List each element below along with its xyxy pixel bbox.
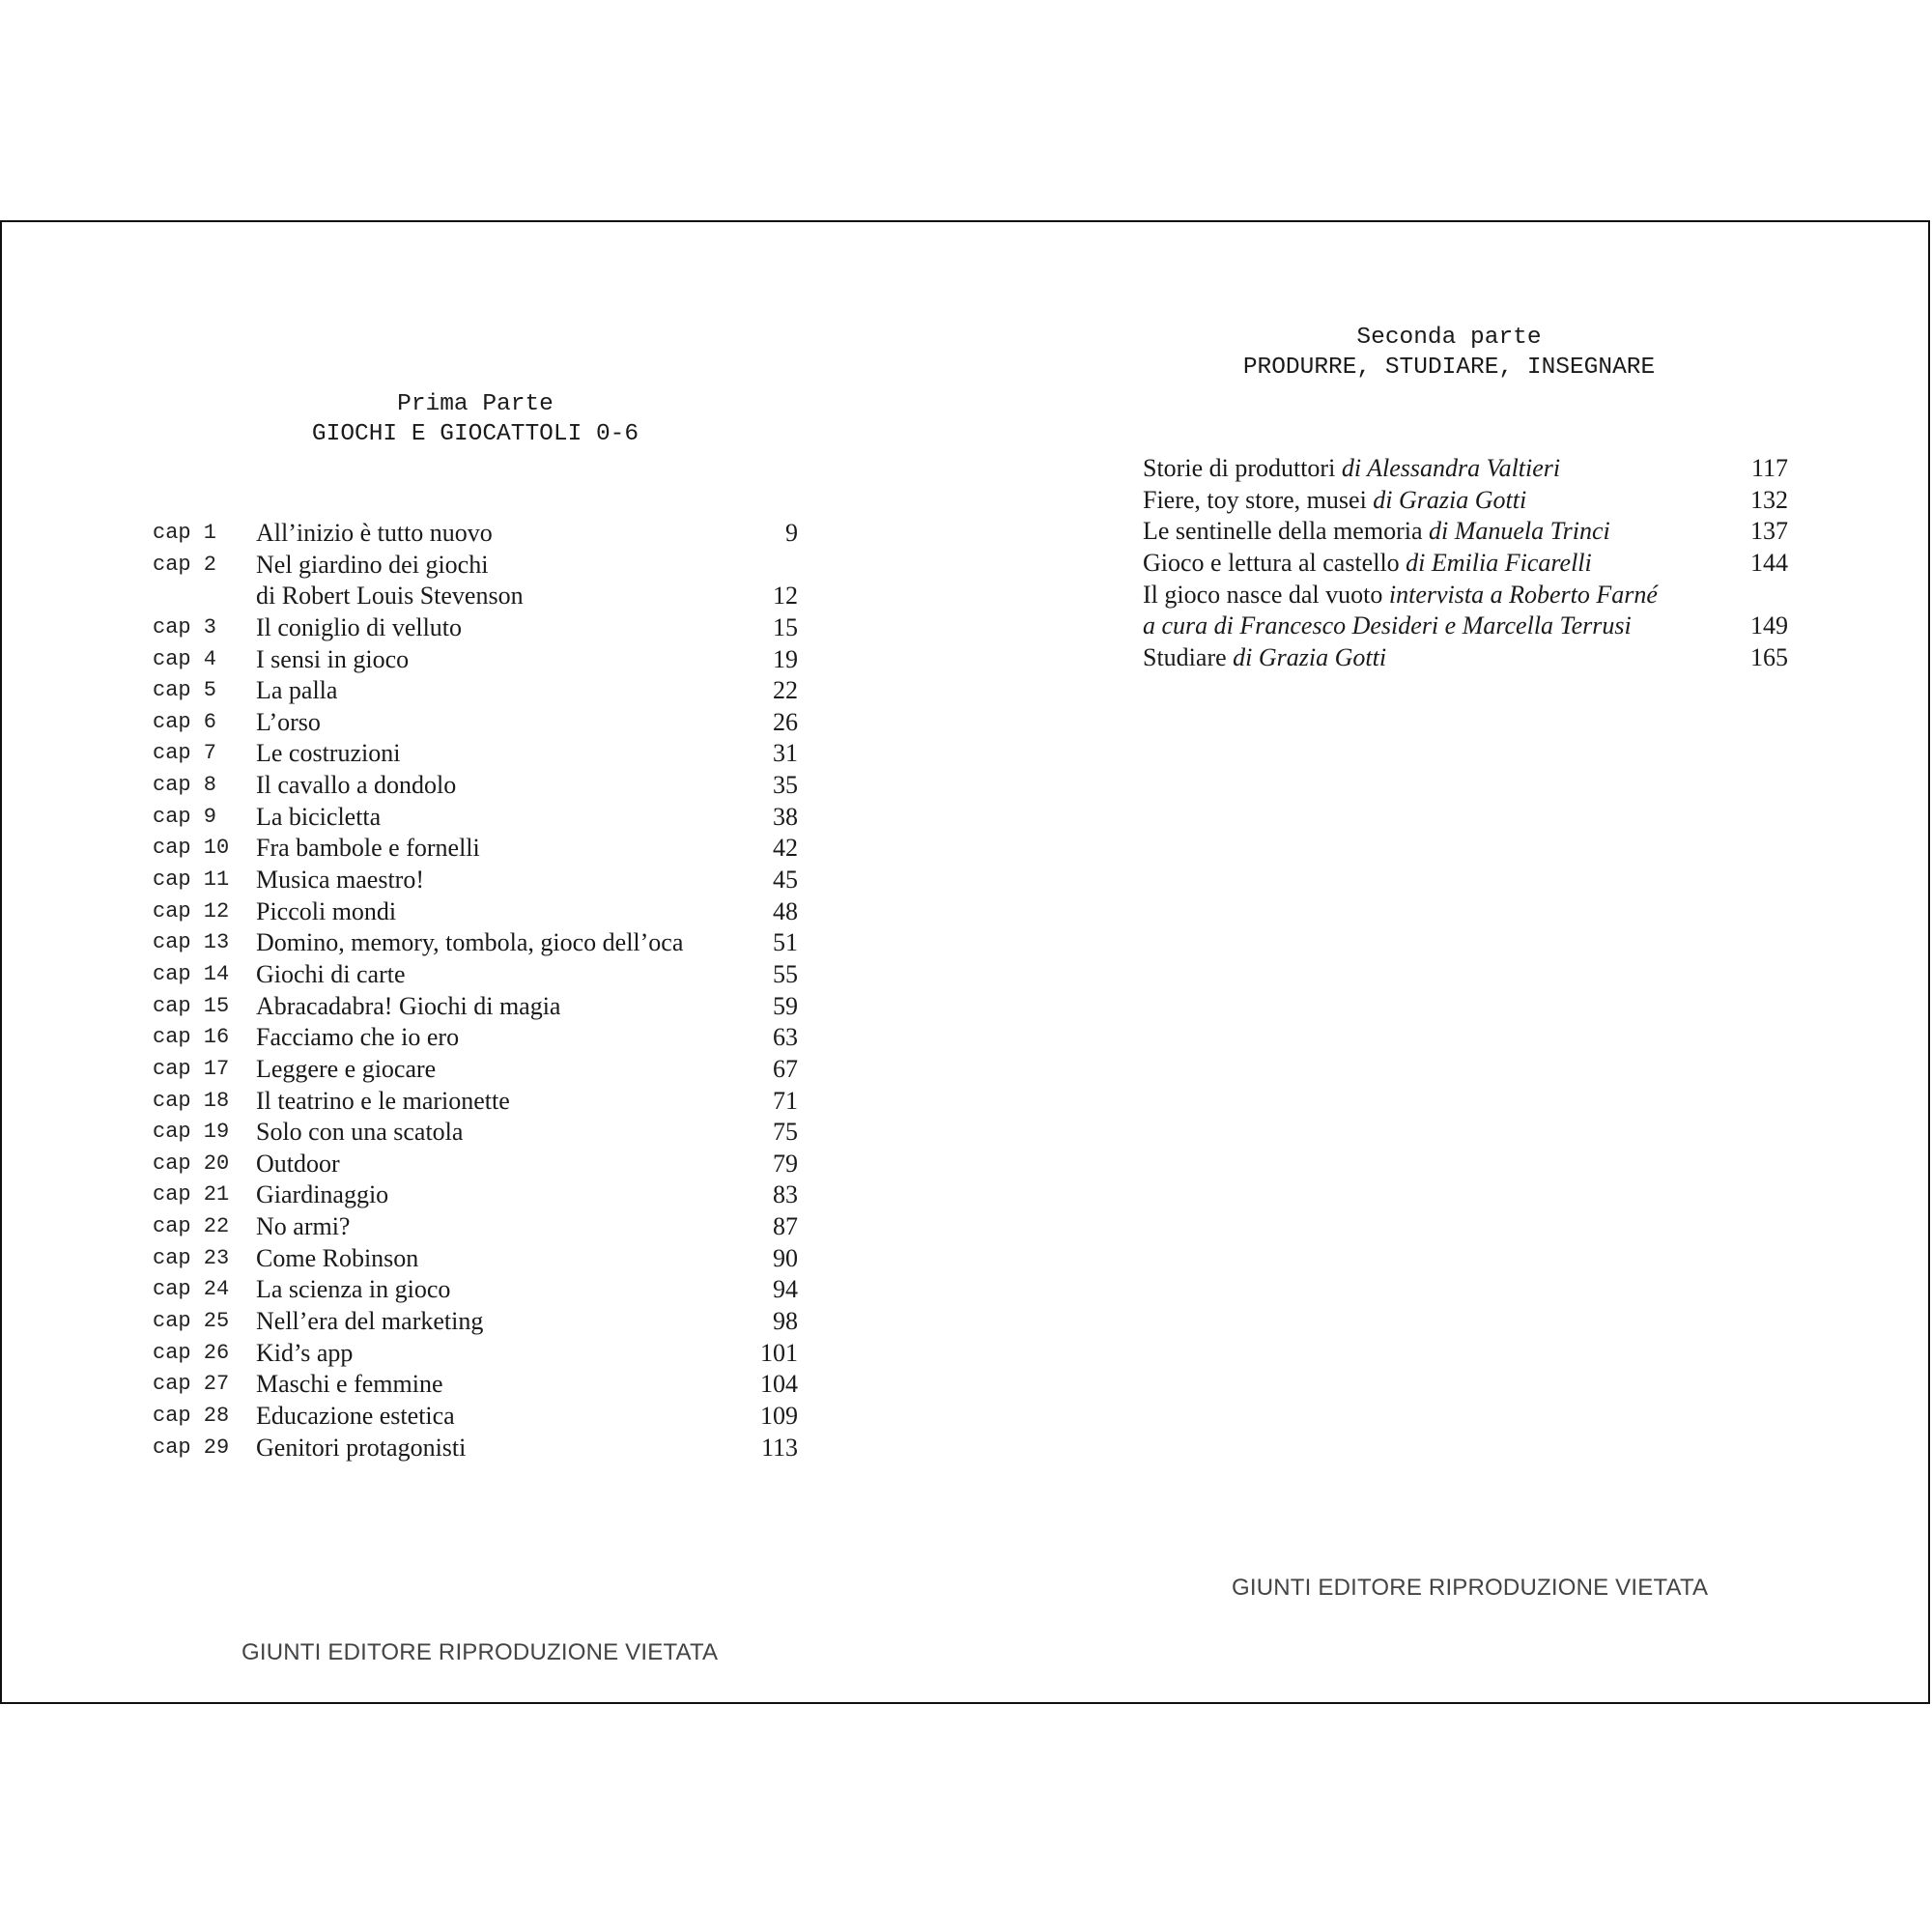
toc-entry: [153, 865, 798, 896]
chapter-number: cap 14: [153, 961, 230, 986]
page-number: 94: [773, 1275, 798, 1304]
chapter-number: cap 10: [153, 836, 230, 861]
toc-entry: [153, 1401, 798, 1433]
part1-heading: [193, 389, 757, 449]
toc-entry: [153, 1086, 798, 1118]
chapter-number: cap 12: [153, 898, 230, 923]
essay-title-text: Il gioco nasce dal vuoto: [1143, 580, 1389, 609]
chapter-number: cap 23: [153, 1245, 230, 1270]
essay-title-text: Gioco e lettura al castello: [1143, 548, 1406, 577]
chapter-number: cap 16: [153, 1025, 230, 1050]
chapter-number: cap 29: [153, 1435, 230, 1460]
chapter-number: cap 9: [153, 804, 217, 829]
essay-title: [1143, 516, 1610, 548]
page-number: 101: [760, 1338, 798, 1367]
essay-title: [1143, 485, 1526, 517]
chapter-number: cap 19: [153, 1120, 230, 1145]
part2-heading-line1: Seconda parte: [1356, 325, 1542, 351]
chapter-number: cap 20: [153, 1151, 230, 1176]
toc-entry: [153, 1179, 798, 1211]
essay-author: di Grazia Gotti: [1373, 485, 1527, 514]
chapter-title: Abracadabra! Giochi di magia: [256, 991, 561, 1020]
toc-entry: [153, 518, 798, 550]
chapter-number: cap 5: [153, 678, 217, 703]
toc-entry: [153, 1054, 798, 1086]
chapter-number: cap 2: [153, 552, 217, 577]
toc-entry: [153, 675, 798, 707]
page-number: 55: [773, 959, 798, 988]
chapter-number: cap 15: [153, 993, 230, 1018]
page-number: 22: [773, 676, 798, 705]
toc-entry: [153, 927, 798, 959]
toc-entry: [1143, 516, 1788, 548]
essay-author: intervista a Roberto Farné: [1388, 580, 1658, 609]
essay-title: [1143, 642, 1386, 674]
chapter-number: cap 22: [153, 1214, 230, 1239]
toc-entry: [153, 959, 798, 991]
chapter-number: cap 6: [153, 709, 217, 734]
toc-entry: [153, 1369, 798, 1401]
page-number: 87: [773, 1212, 798, 1241]
toc-entry: [153, 1211, 798, 1243]
essay-title: [1143, 580, 1658, 611]
page-number: 38: [773, 802, 798, 831]
chapter-title: La scienza in gioco: [256, 1275, 451, 1304]
page-number: 75: [773, 1118, 798, 1147]
chapter-title: Leggere e giocare: [256, 1054, 437, 1083]
toc-entry: [1143, 453, 1788, 485]
chapter-number: cap 17: [153, 1056, 230, 1081]
page-number: 31: [773, 739, 798, 768]
chapter-title: La palla: [256, 676, 338, 705]
chapter-title: Il coniglio di velluto: [256, 612, 463, 641]
chapter-title: Come Robinson: [256, 1243, 419, 1272]
chapter-number: cap 8: [153, 773, 217, 798]
page-number: 59: [773, 991, 798, 1020]
chapter-title: Nel giardino dei giochi: [256, 550, 489, 579]
footer-notice-right: GIUNTI EDITORE RIPRODUZIONE VIETATA: [1232, 1575, 1709, 1601]
page-number: 12: [773, 582, 798, 611]
essay-title: [1143, 611, 1632, 642]
toc-entry: [153, 1117, 798, 1149]
chapter-number: cap 7: [153, 741, 217, 766]
page-number: 137: [1750, 517, 1788, 546]
chapter-title: Domino, memory, tombola, gioco dell’oca: [256, 928, 684, 957]
chapter-title: Nell’era del marketing: [256, 1307, 484, 1336]
chapter-number: cap 28: [153, 1403, 230, 1428]
toc-entry: [153, 991, 798, 1023]
toc-entry: [153, 707, 798, 739]
chapter-title: Maschi e femmine: [256, 1370, 443, 1399]
chapter-title: No armi?: [256, 1212, 351, 1241]
page-number: 35: [773, 771, 798, 800]
page-number: 15: [773, 612, 798, 641]
chapter-title: La bicicletta: [256, 802, 382, 831]
toc-entry: [153, 833, 798, 865]
chapter-title: L’orso: [256, 707, 321, 736]
page-number: 71: [773, 1086, 798, 1115]
essay-author: di Alessandra Valtieri: [1341, 454, 1561, 482]
chapter-title: Solo con una scatola: [256, 1118, 464, 1147]
chapter-title: Le costruzioni: [256, 739, 401, 768]
part1-heading-line2: GIOCHI E GIOCATTOLI 0-6: [311, 421, 639, 447]
part2-toc: [1143, 453, 1788, 673]
chapter-number: cap 18: [153, 1088, 230, 1113]
part2-heading: [1159, 323, 1739, 383]
page-number: 113: [760, 1433, 798, 1462]
page-number: 98: [773, 1307, 798, 1336]
essay-title-text: Le sentinelle della memoria: [1143, 517, 1429, 546]
chapter-number: cap 27: [153, 1372, 230, 1397]
essay-title: [1143, 548, 1592, 580]
page-number: 165: [1750, 642, 1788, 671]
page-number: 63: [773, 1023, 798, 1052]
page-number: 48: [773, 896, 798, 925]
chapter-title: Piccoli mondi: [256, 896, 397, 925]
page-number: 42: [773, 834, 798, 863]
chapter-title: Il teatrino e le marionette: [256, 1086, 510, 1115]
essay-author: a cura di Francesco Desideri e Marcella Terrusi: [1143, 611, 1632, 640]
toc-entry: [153, 550, 798, 582]
chapter-title: I sensi in gioco: [256, 644, 410, 673]
page-number: 79: [773, 1149, 798, 1178]
chapter-number: cap 24: [153, 1277, 230, 1302]
toc-entry: [153, 1149, 798, 1180]
essay-title-text: Studiare: [1143, 642, 1234, 671]
chapter-title: Genitori protagonisti: [256, 1433, 467, 1462]
toc-entry: [1143, 642, 1788, 674]
page-number: 67: [773, 1054, 798, 1083]
toc-entry: [1143, 611, 1788, 642]
toc-entry: [153, 896, 798, 928]
chapter-number: cap 25: [153, 1309, 230, 1334]
toc-entry: [153, 612, 798, 644]
chapter-number: cap 4: [153, 646, 217, 671]
chapter-title: Educazione estetica: [256, 1401, 455, 1430]
page-number: 45: [773, 866, 798, 895]
toc-entry: [1143, 580, 1788, 611]
toc-entry: [1143, 548, 1788, 580]
toc-entry: [153, 802, 798, 834]
page-number: 19: [773, 644, 798, 673]
part2-heading-line2: PRODURRE, STUDIARE, INSEGNARE: [1242, 355, 1656, 381]
page-number: 90: [773, 1243, 798, 1272]
toc-entry: [153, 770, 798, 802]
page-number: 26: [773, 707, 798, 736]
chapter-title: Outdoor: [256, 1149, 340, 1178]
chapter-title: Fra bambole e fornelli: [256, 834, 480, 863]
chapter-number: cap 13: [153, 930, 230, 955]
toc-entry: [153, 1022, 798, 1054]
chapter-title: Musica maestro!: [256, 866, 425, 895]
essay-title: [1143, 453, 1560, 485]
essay-author: di Manuela Trinci: [1429, 517, 1610, 546]
page-number: 109: [760, 1401, 798, 1430]
toc-entry: [153, 1338, 798, 1370]
essay-title-text: Storie di produttori: [1143, 454, 1342, 482]
page-number: 83: [773, 1180, 798, 1209]
essay-author: di Grazia Gotti: [1233, 642, 1387, 671]
chapter-title: Facciamo che io ero: [256, 1023, 460, 1052]
page-number: 117: [1750, 454, 1788, 482]
page-number: 104: [760, 1370, 798, 1399]
page-number: 144: [1750, 548, 1788, 577]
chapter-title: Giardinaggio: [256, 1180, 389, 1209]
footer-notice-left: GIUNTI EDITORE RIPRODUZIONE VIETATA: [242, 1639, 719, 1665]
page-number: 132: [1750, 485, 1788, 514]
essay-author: di Emilia Ficarelli: [1406, 548, 1592, 577]
chapter-title: Giochi di carte: [256, 959, 406, 988]
part1-toc: [153, 518, 798, 1463]
toc-entry: [153, 1243, 798, 1275]
part1-heading-line1: Prima Parte: [397, 391, 554, 417]
chapter-title: Il cavallo a dondolo: [256, 771, 457, 800]
chapter-title: All’inizio è tutto nuovo: [256, 519, 493, 547]
page-number: 51: [773, 928, 798, 957]
chapter-number: cap 21: [153, 1182, 230, 1208]
toc-entry: [153, 1433, 798, 1464]
essay-title-text: Fiere, toy store, musei: [1143, 485, 1374, 514]
toc-entry: [153, 1274, 798, 1306]
toc-entry: [153, 738, 798, 770]
chapter-number: cap 11: [153, 867, 230, 893]
chapter-number: cap 26: [153, 1340, 230, 1365]
chapter-title: di Robert Louis Stevenson: [256, 582, 524, 611]
chapter-number: cap 3: [153, 614, 217, 639]
page-number: 149: [1750, 611, 1788, 640]
chapter-number: cap 1: [153, 521, 217, 545]
toc-entry: [153, 1306, 798, 1338]
toc-entry: [153, 644, 798, 676]
chapter-title: Kid’s app: [256, 1338, 354, 1367]
toc-entry: [1143, 485, 1788, 517]
page-number: 9: [785, 519, 798, 547]
toc-entry: [153, 581, 798, 612]
